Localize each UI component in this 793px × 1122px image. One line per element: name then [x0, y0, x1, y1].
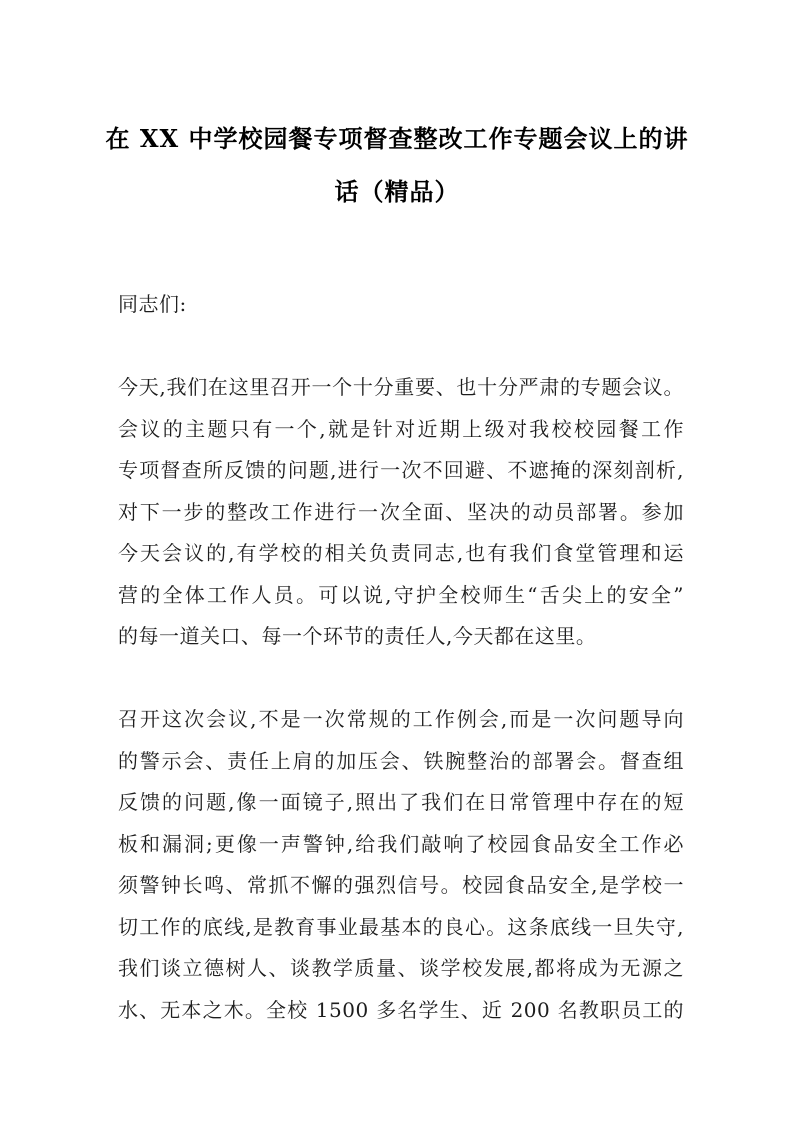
body-line: 会议的主题只有一个,就是针对近期上级对我校校园餐工作	[118, 416, 684, 441]
document-title	[100, 112, 694, 218]
title-line-1: 在 XX 中学校园餐专项督查整改工作专题会议上的讲	[105, 124, 689, 153]
title-line-2: 话（精品）	[334, 177, 460, 206]
body-line: 的每一道关口、每一个环节的责任人,今天都在这里。	[118, 624, 597, 648]
blank-line	[118, 658, 684, 700]
body-line: 对下一步的整改工作进行一次全面、坚决的动员部署。参加	[118, 499, 684, 524]
body-line: 须警钟长鸣、常抓不懈的强烈信号。校园食品安全,是学校一	[118, 873, 684, 897]
blank-line	[118, 326, 684, 368]
document-body	[118, 284, 684, 1031]
salutation: 同志们:	[118, 292, 187, 316]
body-line: 营的全体工作人员。可以说,守护全校师生“舌尖上的安全”	[118, 582, 684, 607]
body-line: 水、无本之木。全校 1500 多名学生、近 200 名教职员工的	[118, 997, 684, 1022]
paragraph-1	[118, 367, 684, 658]
paragraph-2	[118, 699, 684, 1031]
body-line: 召开这次会议,不是一次常规的工作例会,而是一次问题导向	[118, 707, 684, 731]
body-line: 的警示会、责任上肩的加压会、铁腕整治的部署会。督查组	[118, 748, 684, 773]
body-line: 我们谈立德树人、谈教学质量、谈学校发展,都将成为无源之	[118, 956, 684, 980]
body-line: 今天会议的,有学校的相关负责同志,也有我们食堂管理和运	[118, 541, 684, 565]
body-line: 切工作的底线,是教育事业最基本的良心。这条底线一旦失守,	[118, 914, 684, 939]
body-line: 今天,我们在这里召开一个十分重要、也十分严肃的专题会议。	[118, 375, 684, 399]
body-line: 专项督查所反馈的问题,进行一次不回避、不遮掩的深刻剖析,	[118, 458, 684, 482]
body-line: 反馈的问题,像一面镜子,照出了我们在日常管理中存在的短	[118, 790, 684, 814]
body-line: 板和漏洞;更像一声警钟,给我们敲响了校园食品安全工作必	[118, 831, 684, 856]
